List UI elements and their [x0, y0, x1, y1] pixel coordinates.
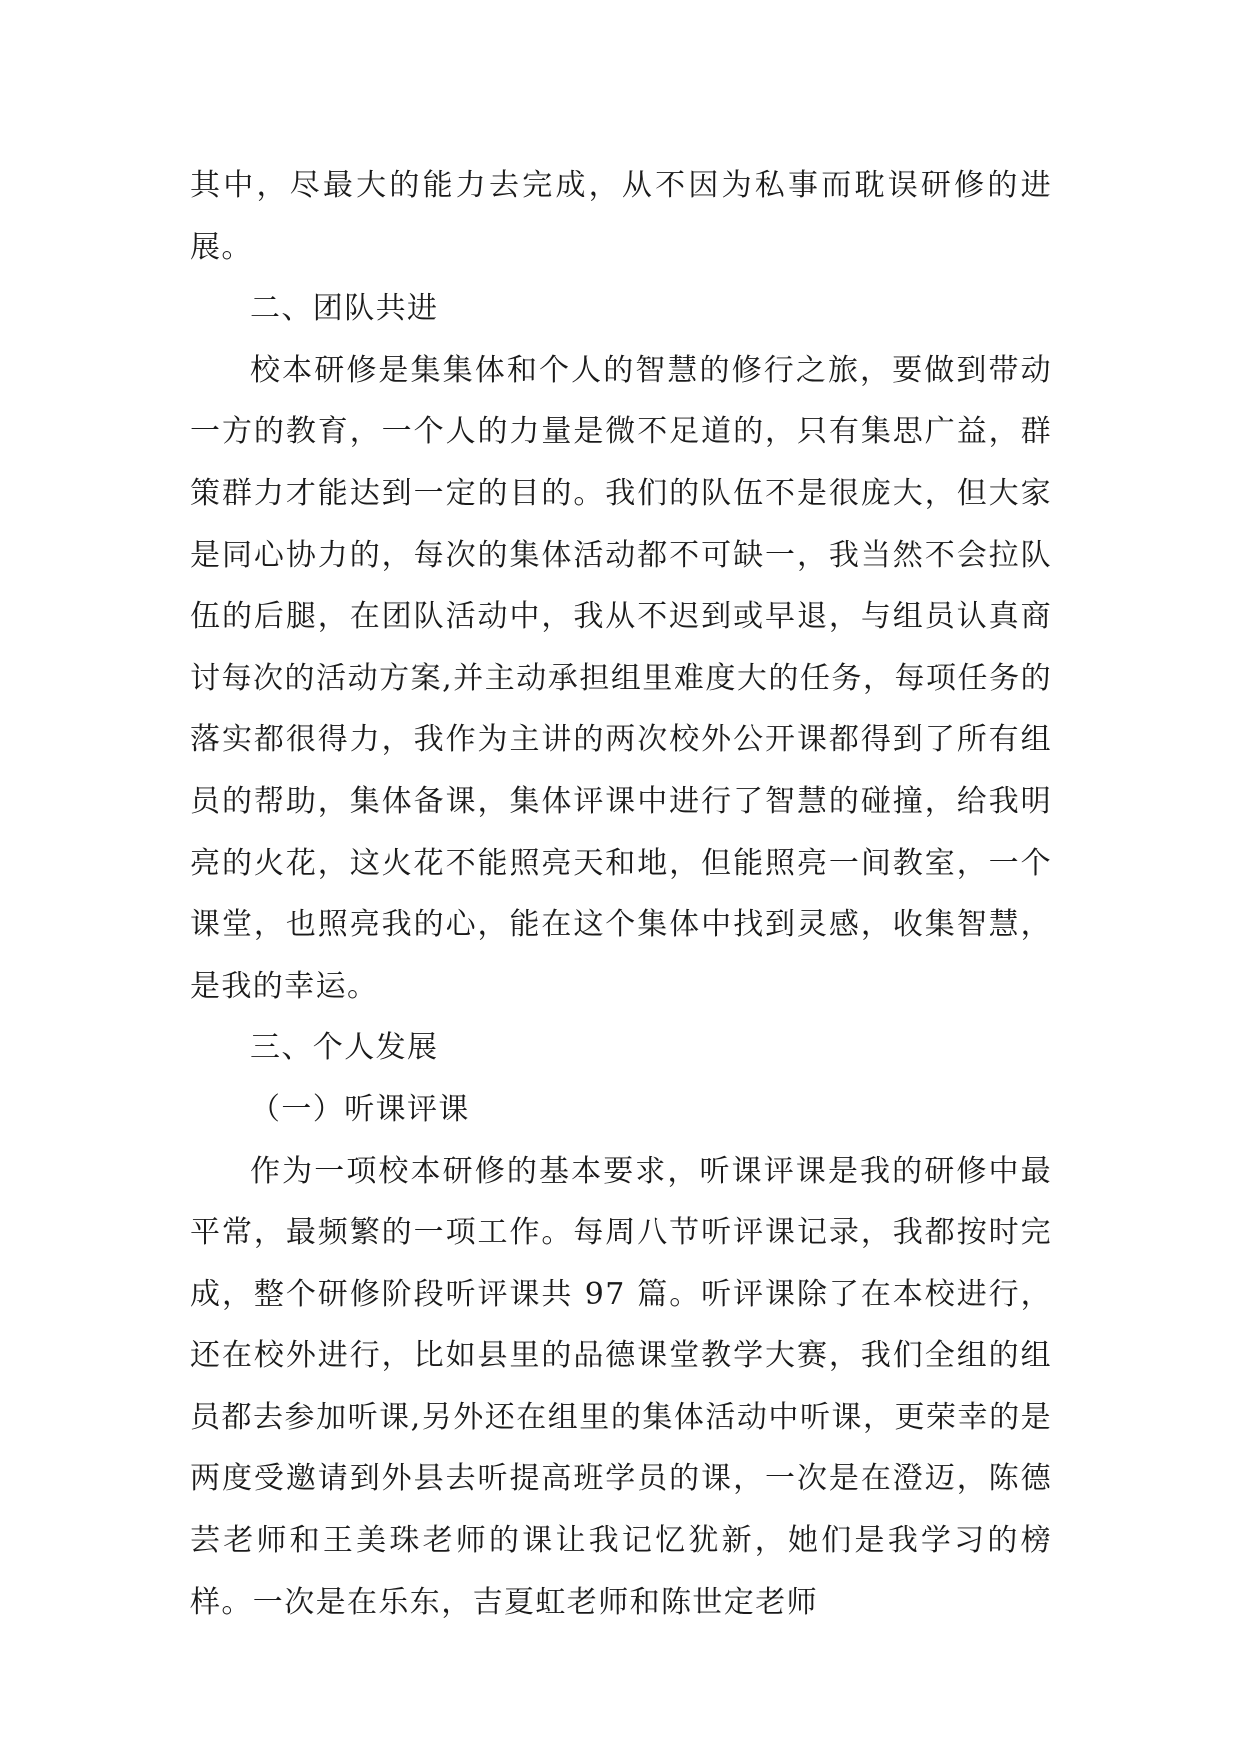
- subsection-heading-lessons: （一）听课评课: [250, 1091, 470, 1127]
- section-heading-personal: 三、个人发展: [250, 1030, 439, 1066]
- paragraph-lessons: 作为一项校本研修的基本要求，听课评课是我的研修中最平常，最频繁的一项工作。每周八节听评课记录，我都按时完成，整个研修阶段听评课共 97 篇。听评课除了在本校进行，还在校外进行，比如县里的品德课堂教学大赛，我们全组的组员都去参加听课,另外还在组里的集体活动中听课，更荣幸的是两度受邀请到外县去听提高班学员的课，一次是在澄迈，陈德芸老师和王美珠老师的课让我记忆犹新，她们是我学习的榜样。一次是在乐东，吉夏虹老师和陈世定老师: [190, 1153, 1052, 1620]
- paragraph-team: 校本研修是集集体和个人的智慧的修行之旅，要做到带动一方的教育，一个人的力量是微不足道的，只有集思广益，群策群力才能达到一定的目的。我们的队伍不是很庞大，但大家是同心协力的，每次的集体活动都不可缺一，我当然不会拉队伍的后腿，在团队活动中，我从不迟到或早退，与组员认真商讨每次的活动方案,并主动承担组里难度大的任务，每项任务的落实都很得力，我作为主讲的两次校外公开课都得到了所有组员的帮助，集体备课，集体评课中进行了智慧的碰撞，给我明亮的火花，这火花不能照亮天和地，但能照亮一间教室，一个课堂，也照亮我的心，能在这个集体中找到灵感，收集智慧，是我的幸运。: [190, 352, 1052, 1004]
- paragraph-continued: 其中，尽最大的能力去完成，从不因为私事而耽误研修的进展。: [190, 168, 1052, 265]
- section-heading-team: 二、团队共进: [250, 291, 439, 327]
- document-body: [190, 155, 1052, 1633]
